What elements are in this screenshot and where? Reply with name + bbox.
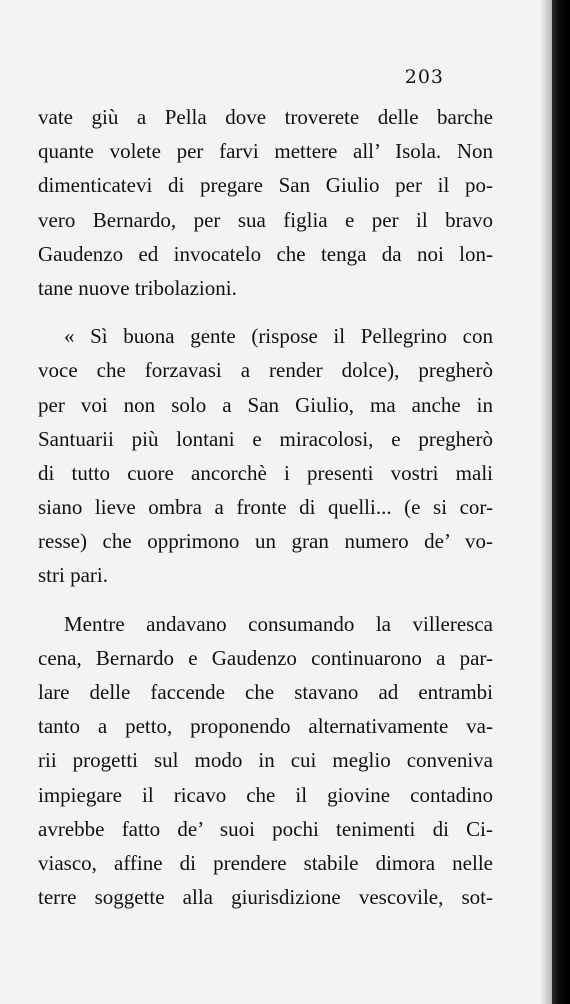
text-line: vate giù a Pella dove troverete delle barche	[38, 105, 493, 129]
paragraph	[38, 100, 493, 305]
text-line: dimenticatevi di pregare San Giulio per il po-	[38, 173, 493, 198]
text-line: voce che forzavasi a render dolce), pregherò	[38, 358, 493, 383]
paragraph	[38, 607, 493, 915]
text-line: resse) che opprimono un gran numero de’ vo-	[38, 529, 493, 554]
text-line: siano lieve ombra a fronte di quelli... (e si cor-	[38, 495, 493, 520]
text-line: di tutto cuore ancorchè i presenti vostri mali	[38, 460, 493, 485]
text-line: terre soggette alla giurisdizione vescovile, sot-	[38, 885, 493, 910]
text-line: vero Bernardo, per sua figlia e per il bravo	[38, 207, 493, 232]
text-line: lare delle faccende che stavano ad entrambi	[38, 680, 493, 704]
text-line: quante volete per farvi mettere all’ Isola. Non	[38, 139, 493, 164]
text-line: Santuarii più lontani e miracolosi, e pregherò	[38, 426, 493, 451]
text-line: tane nuove tribolazioni.	[38, 275, 237, 300]
page-number: 203	[404, 66, 444, 88]
text-line: avrebbe fatto de’ suoi pochi tenimenti di Ci-	[38, 816, 493, 841]
text-line: stri pari.	[38, 563, 108, 588]
text-line: cena, Bernardo e Gaudenzo continuarono a par-	[38, 645, 493, 670]
body-text	[38, 100, 493, 914]
text-line: Mentre andavano consumando la villeresca	[64, 611, 493, 636]
text-line: tanto a petto, proponendo alternativamente va-	[38, 714, 493, 739]
text-line: impiegare il ricavo che il giovine contadino	[38, 782, 493, 807]
text-line: « Sì buona gente (rispose il Pellegrino con	[64, 324, 493, 349]
text-line: rii progetti sul modo in cui meglio conveniva	[38, 748, 493, 773]
text-line: per voi non solo a San Giulio, ma anche in	[38, 392, 493, 417]
text-line: viasco, affine di prendere stabile dimora nelle	[38, 850, 493, 875]
text-line: Gaudenzo ed invocatelo che tenga da noi lon-	[38, 241, 493, 266]
paragraph	[38, 319, 493, 593]
page-gutter-shadow	[540, 0, 552, 1004]
book-edge	[552, 0, 570, 1004]
